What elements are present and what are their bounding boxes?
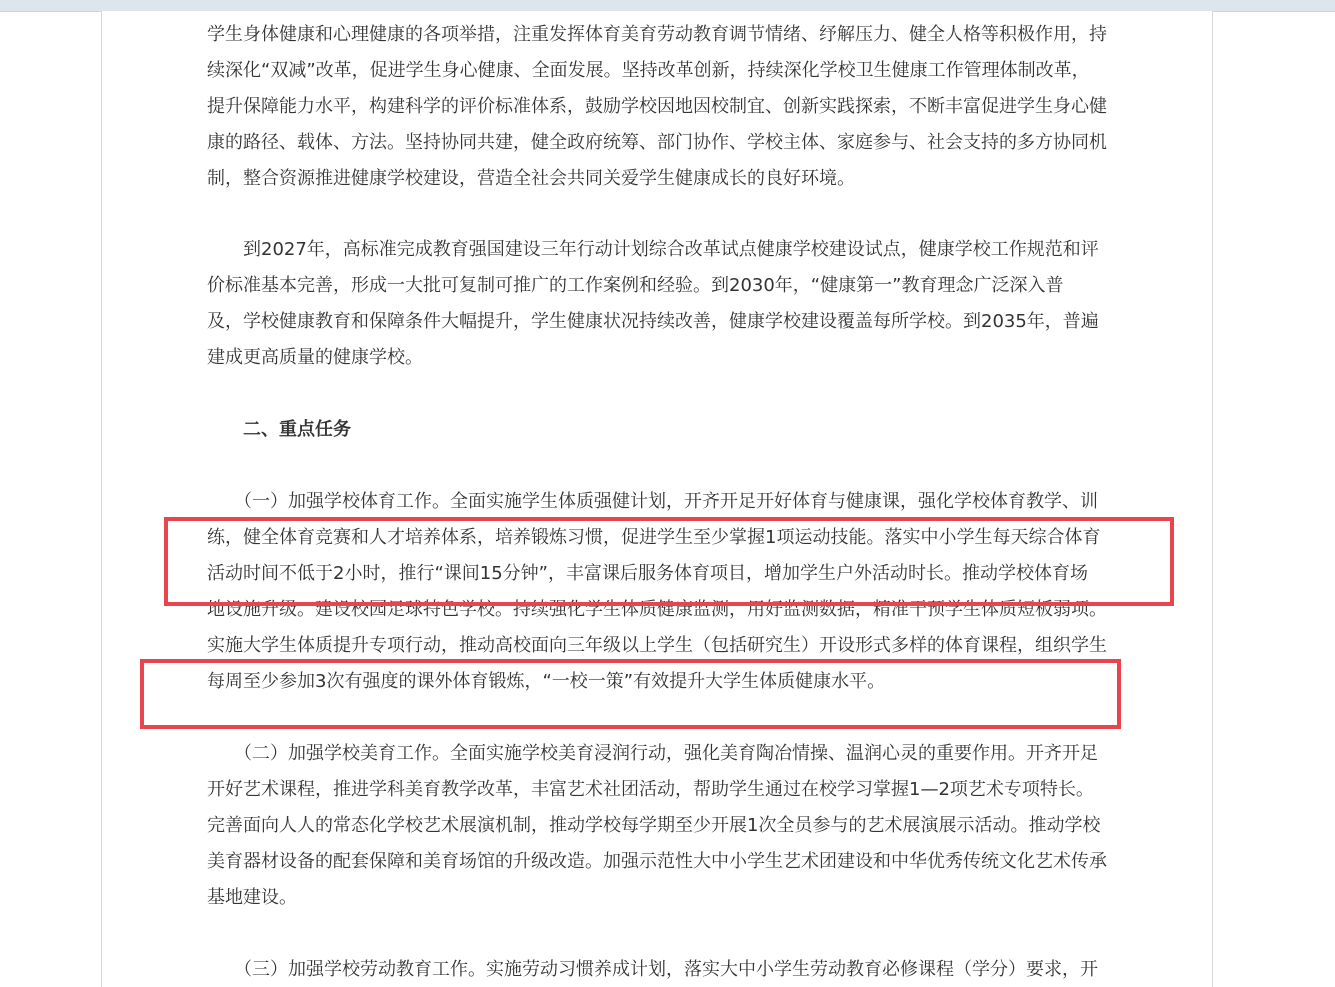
text-line: 地设施升级。建设校园足球特色学校。持续强化学生体质健康监测，用好监测数据，精准干预学生体质短板弱项。	[207, 599, 1107, 620]
text-line: （一）加强学校体育工作。全面实施学生体质强健计划，开齐开足开好体育与健康课，强化学校体育教学、训	[207, 491, 1098, 512]
section-heading: 二、重点任务	[243, 419, 351, 440]
text-line: 每周至少参加3次有强度的课外体育锻炼，“一校一策”有效提升大学生体质健康水平。	[207, 671, 886, 692]
text-line: 基地建设。	[207, 887, 297, 908]
text-line: 提升保障能力水平，构建科学的评价标准体系，鼓励学校因地因校制宜、创新实践探索，不断丰富促进学生身心健	[207, 96, 1107, 117]
paragraph-principles	[207, 17, 1117, 197]
text-line: 建成更高质量的健康学校。	[207, 347, 423, 368]
paragraph-labor	[207, 952, 1117, 987]
text-line: 完善面向人人的常态化学校艺术展演机制，推动学校每学期至少开展1次全员参与的艺术展演展示活动。推动学校	[207, 815, 1101, 836]
text-line: （二）加强学校美育工作。全面实施学校美育浸润行动，强化美育陶冶情操、温润心灵的重要作用。开齐开足	[207, 743, 1098, 764]
text-line: 康的路径、载体、方法。坚持协同共建，健全政府统筹、部门协作、学校主体、家庭参与、社会支持的多方协同机	[207, 132, 1107, 153]
paragraph-arts	[207, 736, 1117, 916]
text-line: 开好艺术课程，推进学科美育教学改革，丰富艺术社团活动，帮助学生通过在校学习掌握1—2项艺术专项特长。	[207, 779, 1094, 800]
text-line: 实施大学生体质提升专项行动，推动高校面向三年级以上学生（包括研究生）开设形式多样的体育课程，组织学生	[207, 635, 1107, 656]
text-line: 练，健全体育竞赛和人才培养体系，培养锻炼习惯，促进学生至少掌握1项运动技能。落实中小学生每天综合体育	[207, 527, 1101, 548]
text-line: 制，整合资源推进健康学校建设，营造全社会共同关爱学生健康成长的良好环境。	[207, 168, 855, 189]
text-line: 活动时间不低于2小时，推行“课间15分钟”，丰富课后服务体育项目，增加学生户外活动时长。推动学校体育场	[207, 563, 1089, 584]
text-line: （三）加强学校劳动教育工作。实施劳动习惯养成计划，落实大中小学生劳动教育必修课程（学分）要求，开	[207, 959, 1098, 980]
paragraph-sports	[207, 484, 1117, 700]
text-line: 美育器材设备的配套保障和美育场馆的升级改造。加强示范性大中小学生艺术团建设和中华优秀传统文化艺术传承	[207, 851, 1107, 872]
text-line: 到2027年，高标准完成教育强国建设三年行动计划综合改革试点健康学校建设试点，健康学校工作规范和评	[207, 239, 1099, 260]
text-line: 续深化“双减”改革，促进学生身心健康、全面发展。坚持改革创新，持续深化学校卫生健康工作管理体制改革，	[207, 60, 1090, 81]
paragraph-goals	[207, 232, 1117, 376]
text-line: 价标准基本完善，形成一大批可复制可推广的工作案例和经验。到2030年，“健康第一”教育理念广泛深入普	[207, 275, 1064, 296]
text-line: 学生身体健康和心理健康的各项举措，注重发挥体育美育劳动教育调节情绪、纾解压力、健全人格等积极作用，持	[207, 24, 1107, 45]
text-line: 及，学校健康教育和保障条件大幅提升，学生健康状况持续改善，健康学校建设覆盖每所学校。到2035年，普遍	[207, 311, 1099, 332]
